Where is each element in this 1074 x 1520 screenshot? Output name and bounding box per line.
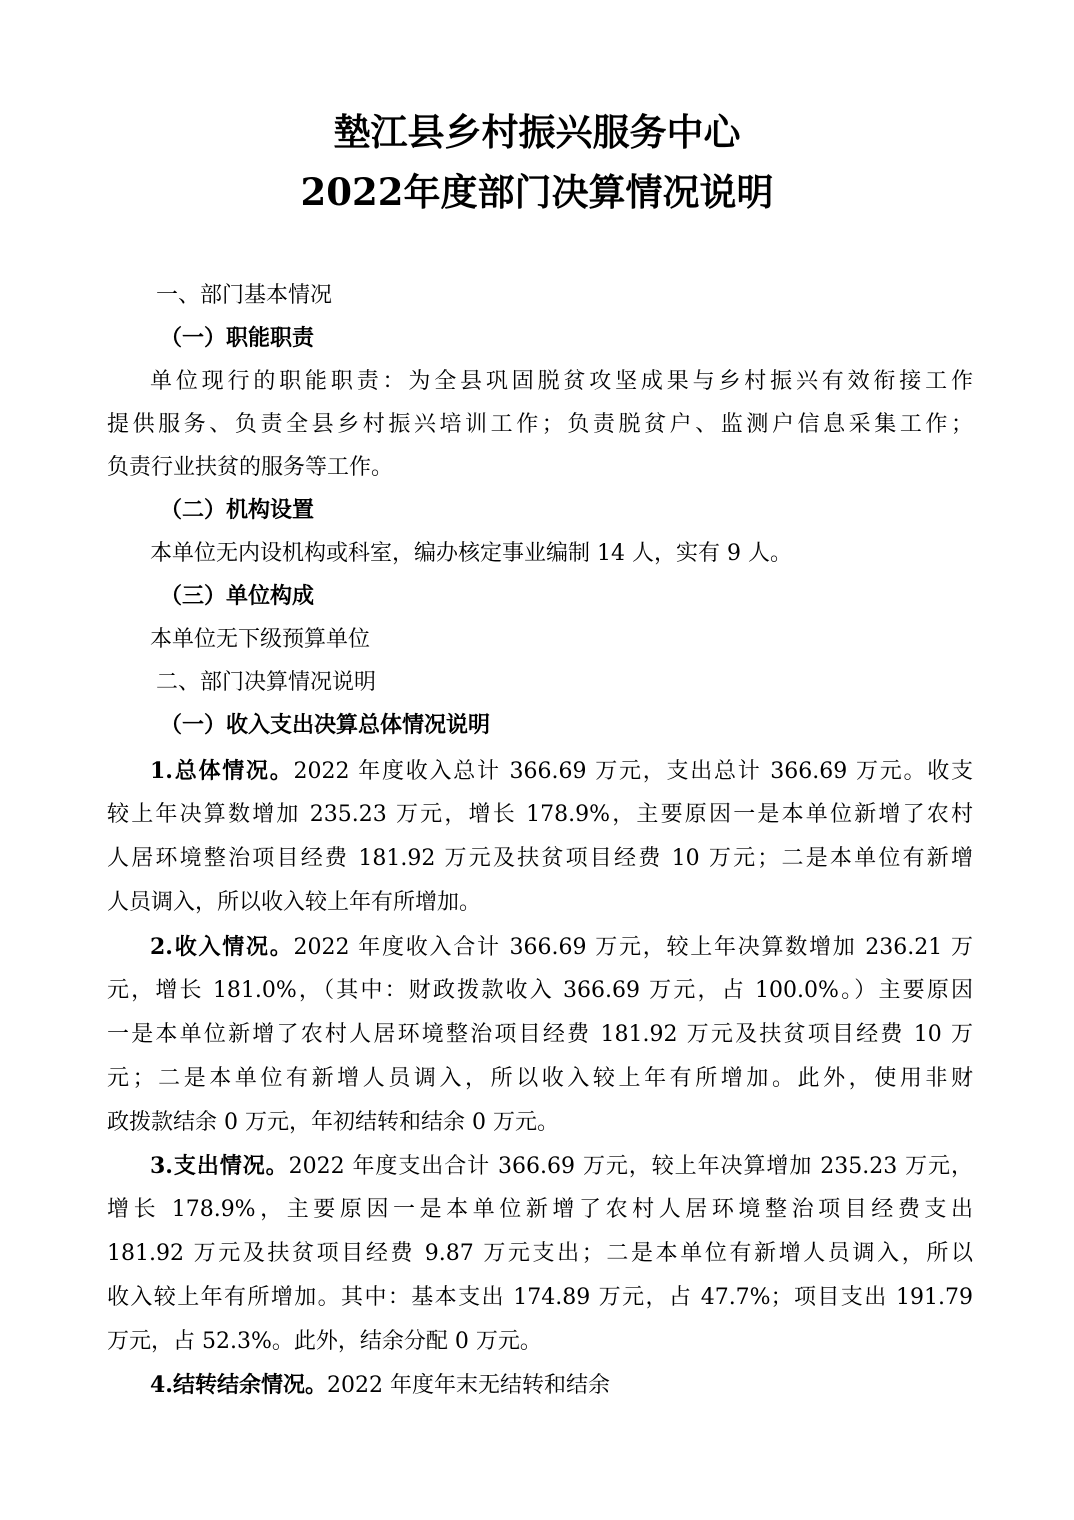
- paragraph-line: 本单位无内设机构或科室，编办核定事业编制 14 人，实有 9 人。: [150, 541, 792, 566]
- subheading-organization: （二）机构设置: [160, 498, 315, 523]
- paragraph-line: 本单位无下级预算单位: [150, 627, 371, 652]
- section1-heading: 一、部门基本情况: [156, 283, 333, 308]
- paragraph-line: 一是本单位新增了农村人居环境整治项目经费 181.92 万元及扶贫项目经费 10 万: [107, 1022, 973, 1047]
- subheading-composition: （三）单位构成: [160, 584, 315, 609]
- paragraph-line: 单位现行的职能职责：为全县巩固脱贫攻坚成果与乡村振兴有效衔接工作: [150, 369, 973, 394]
- subheading-overall: （一）收入支出决算总体情况说明: [160, 713, 491, 738]
- paragraph-label: 4.结转结余情况。: [150, 1372, 327, 1398]
- paragraph-line: 负责行业扶贫的服务等工作。: [107, 455, 394, 480]
- paragraph-line: 4.结转结余情况。2022 年度年末无结转和结余: [150, 1372, 610, 1398]
- paragraph-line: 政拨款结余 0 万元，年初结转和结余 0 万元。: [107, 1110, 559, 1135]
- paragraph-label: 3.支出情况。: [150, 1153, 289, 1179]
- paragraph-line: 元，增长 181.0%，（其中：财政拨款收入 366.69 万元，占 100.0%。）主要原因: [107, 978, 973, 1003]
- paragraph-line: 收入较上年有所增加。其中：基本支出 174.89 万元，占 47.7%；项目支出 191.79: [107, 1285, 973, 1310]
- paragraph-line: 2.收入情况。2022 年度收入合计 366.69 万元，较上年决算数增加 236.21 万: [150, 934, 973, 960]
- paragraph-label: 2.收入情况。: [150, 934, 294, 960]
- paragraph-line: 增长 178.9%，主要原因一是本单位新增了农村人居环境整治项目经费支出: [107, 1197, 973, 1222]
- document-title-line2: 2022年度部门决算情况说明: [300, 170, 774, 214]
- paragraph-line: 181.92 万元及扶贫项目经费 9.87 万元支出；二是本单位有新增人员调入，所以: [107, 1241, 973, 1266]
- document-title-line1: 墊江县乡村振兴服务中心: [333, 110, 741, 154]
- subheading-functions: （一）职能职责: [160, 326, 315, 351]
- paragraph-line: 元；二是本单位有新增人员调入，所以收入较上年有所增加。此外，使用非财: [107, 1066, 973, 1091]
- paragraph-line: 人员调入，所以收入较上年有所增加。: [107, 890, 482, 915]
- paragraph-line: 1.总体情况。2022 年度收入总计 366.69 万元，支出总计 366.69 万元。收支: [150, 758, 973, 784]
- paragraph-line: 人居环境整治项目经费 181.92 万元及扶贫项目经费 10 万元；二是本单位有新增: [107, 846, 973, 871]
- section2-heading: 二、部门决算情况说明: [156, 670, 377, 695]
- paragraph-line: 3.支出情况。2022 年度支出合计 366.69 万元，较上年决算增加 235.23 万元，: [150, 1153, 973, 1179]
- paragraph-line: 万元，占 52.3%。此外，结余分配 0 万元。: [107, 1329, 542, 1354]
- paragraph-label: 1.总体情况。: [150, 758, 294, 784]
- paragraph-line: 较上年决算数增加 235.23 万元，增长 178.9%，主要原因一是本单位新增了农村: [107, 802, 973, 827]
- paragraph-line: 提供服务、负责全县乡村振兴培训工作；负责脱贫户、监测户信息采集工作；: [107, 412, 973, 437]
